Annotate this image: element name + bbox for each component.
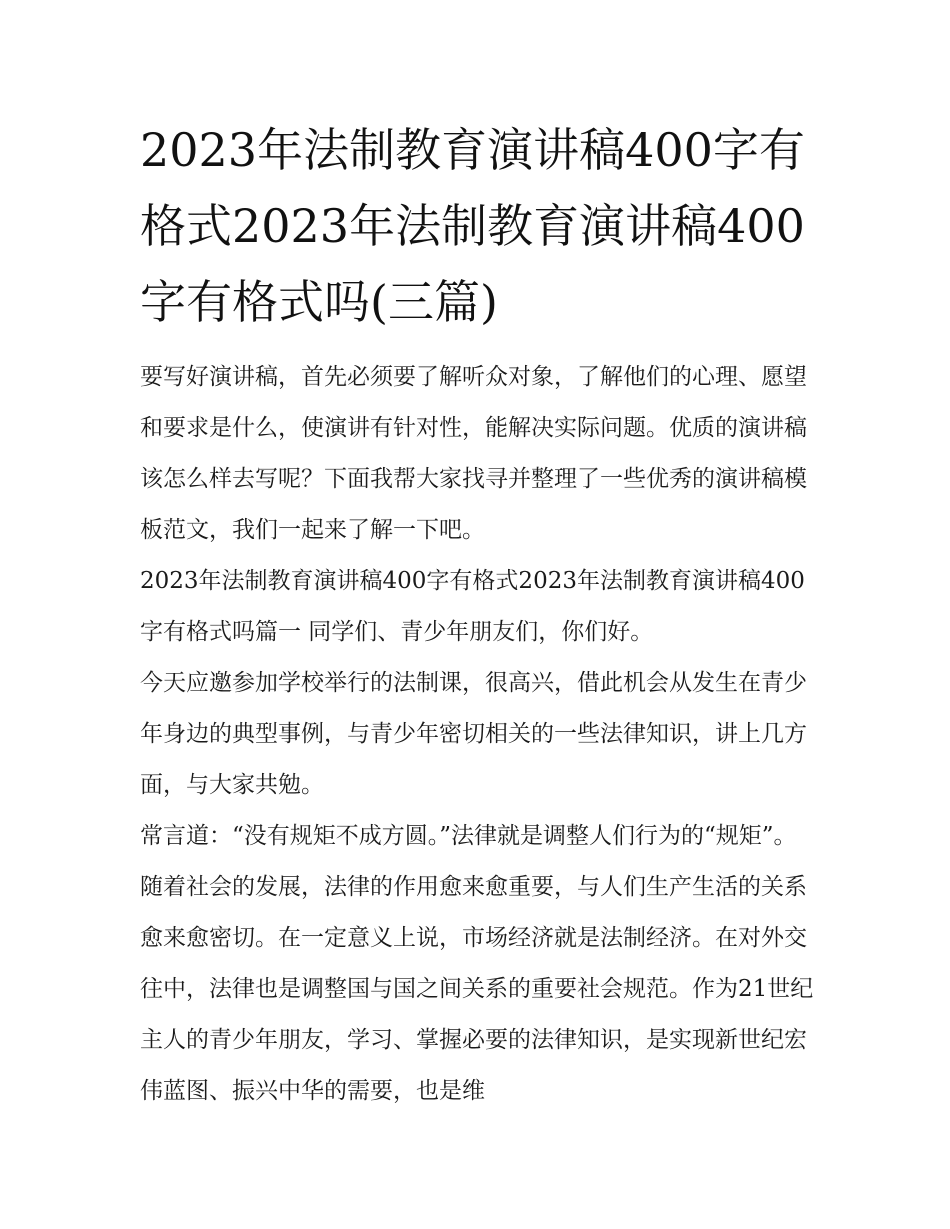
paragraph-intro: 要写好演讲稿，首先必须要了解听众对象，了解他们的心理、愿望和要求是什么，使演讲有针对性，能解决实际问题。优质的演讲稿该怎么样去写呢？下面我帮大家找寻并整理了一些优秀的演讲稿模板范文，我们一起来了解一下吧。 — [140, 364, 807, 543]
paragraph-opening: 今天应邀参加学校举行的法制课，很高兴，借此机会从发生在青少年身边的典型事例，与青少年密切相关的一些法律知识，讲上几方面，与大家共勉。 — [140, 670, 807, 798]
document-body — [140, 352, 815, 1117]
paragraph-law-importance: 常言道：“没有规矩不成方圆。”法律就是调整人们行为的“规矩”。随着社会的发展，法律的作用愈来愈重要，与人们生产生活的关系愈来愈密切。在一定意义上说，市场经济就是法制经济。在对外交往中，法律也是调整国与国之间关系的重要社会规范。作为21世纪主人的青少年朋友，学习、掌握必要的法律知识，是实现新世纪宏伟蓝图、振兴中华的需要，也是维 — [140, 823, 814, 1104]
document-title: 2023年法制教育演讲稿400字有格式2023年法制教育演讲稿400字有格式吗(三篇) — [140, 123, 805, 329]
paragraph-heading-one: 2023年法制教育演讲稿400字有格式2023年法制教育演讲稿400字有格式吗篇一 同学们、青少年朋友们，你们好。 — [140, 568, 805, 645]
